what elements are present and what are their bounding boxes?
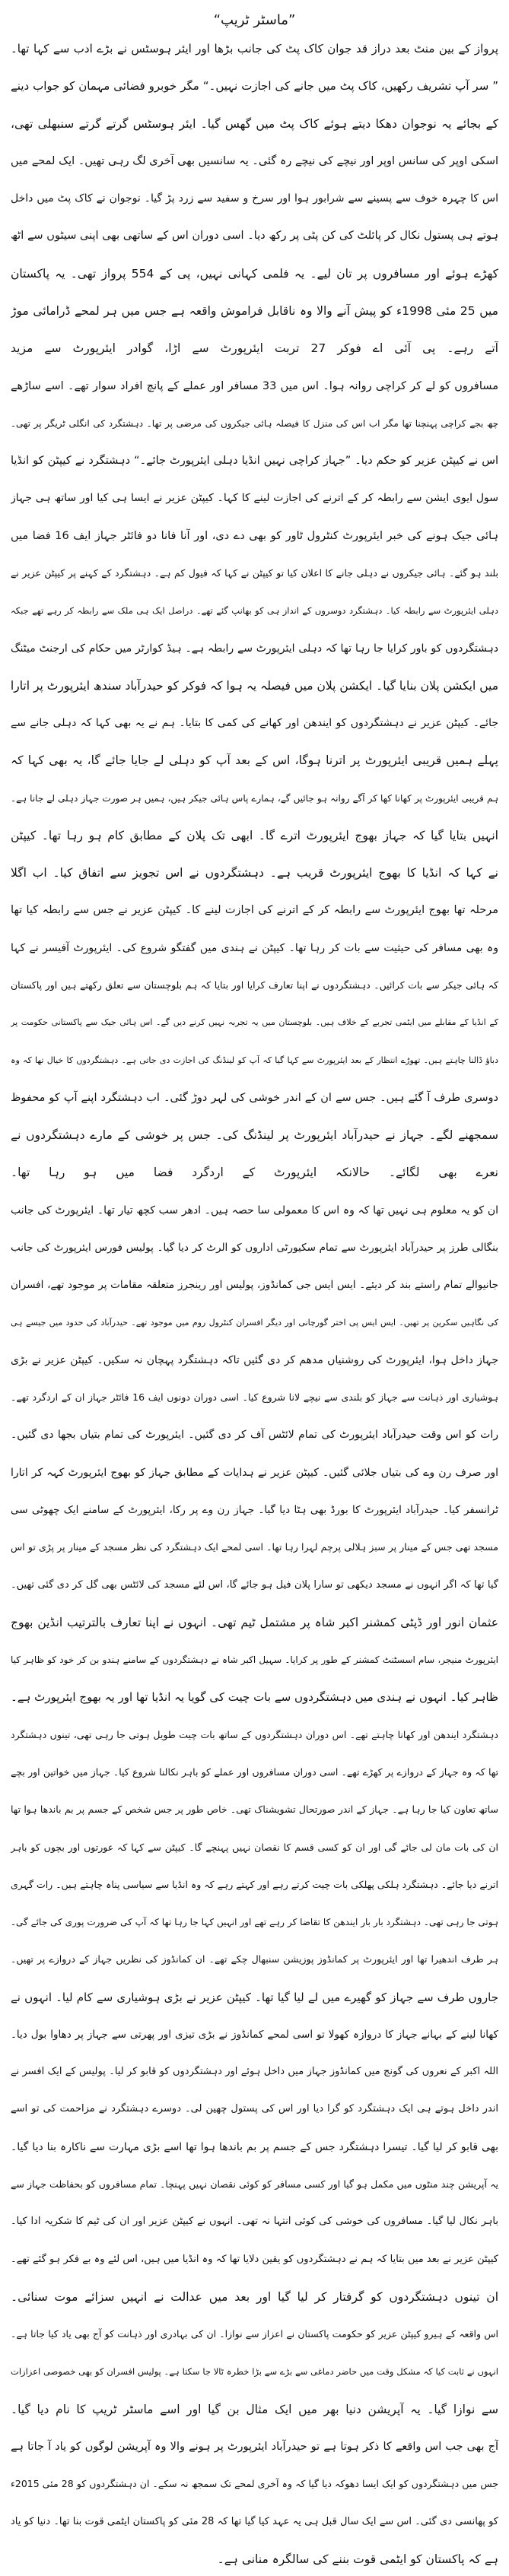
article-line: دباؤ ڈالنا چاہتے ہیں۔ تھوڑے انتظار کے بعد ایئرپورٹ سے کہا گیا کہ آپ کو لینڈنگ کی اجازت دی جاتی ہے۔ دہشتگردوں کا خیال تھا کہ وہ (11, 1055, 498, 1065)
article-line: ان کو یہ معلوم ہی نہیں تھا کہ وہ اس کا معمولی سا حصہ ہیں۔ ادھر سب کچھ تیار تھا۔ ایئرپورٹ کی جانب (11, 1204, 498, 1217)
article-line: اللہ اکبر کے نعروں کی گونج میں کمانڈوز جہاز میں داخل ہوئے اور دہشتگردوں کو قابو کر لیا۔ پولیس کے ایک افسر نے (11, 2066, 498, 2078)
article-line: ان کی بات مان لی جائے گی اور ان کو کسی قسم کا نقصان نہیں پہنچے گا۔ کیپٹن سے کہا کہ عورتوں اور بچوں کو باہر (11, 1841, 498, 1853)
article-line: اسکی اوپر کی سانس اوپر اور نیچے کی نیچے رہ گئی۔ یہ سانسیں بھی آخری لگ رہی تھیں۔ ایک لمحے میں (11, 154, 498, 167)
article-line: کی نگاہیں سکرین پر تھیں۔ ایس ایس پی اختر گورچانی اور دیگر افسران کنٹرول روم میں موجود تھے۔ حیدرآباد کی حدود میں جیسے ہی (11, 1317, 498, 1328)
article-line: جاروں طرف سے جہاز کو گھیرے میں لے لیا گیا تھا۔ کیپٹن عزیر نے بڑی ہوشیاری سے کام لیا۔ انہوں نے (11, 1990, 498, 2004)
article-line: اس واقعہ کے ہیرو کیپٹن عزیر کو حکومت پاکستان نے اعزاز سے نوازا۔ ان کی بہادری اور ذہانت کو آج بھی یاد کیا جاتا ہے۔ (11, 2328, 498, 2340)
article-line: ٹرانسفر کیا۔ حیدرآباد ایئرپورٹ کا بورڈ بھی ہٹا دیا گیا۔ جہاز رن وے پر رکا، ایئرپورٹ کے سامنے ایک چھوٹی سی (11, 1503, 498, 1516)
article-line: رات کو اس وقت حیدرآباد ایئرپورٹ کی تمام لائٹس آف کر دی گئیں۔ ایئرپورٹ کی تمام بتیاں بجھا دی گئیں۔ (11, 1429, 498, 1442)
article-line: آتے رہے۔ پی آئی اے فوکر 27 تربت ایئرپورٹ سے اڑا، گوادر ایئرپورٹ سے مزید (11, 341, 498, 356)
article-line: اس نے کیپٹن عزیر کو حکم دیا۔ ”جہاز کراچی نہیں انڈیا دہلی ایئرپورٹ جائے۔“ دہشتگرد نے کیپٹن کو انڈیا (11, 455, 498, 468)
article-line: جہاز داخل ہوا، ایئرپورٹ کی روشنیاں مدھم کر دی گئیں تاکہ دہشتگرد پہچان نہ سکیں۔ کیپٹن عزیر نے بڑی (11, 1353, 498, 1366)
article-line: سول ایوی ایشن سے رابطہ کر کے اترنے کی اجازت لینے کا کہا۔ کیپٹن عزیر نے ایسا ہی کیا اور ساتھ ہی جہاز (11, 492, 498, 505)
article-line: چھ بجے کراچی پہنچنا تھا مگر اب اس کی منزل کا فیصلہ ہائی جیکروں کی مرضی پر تھا۔ دہشتگرد کی انگلی ٹریگر پر تھی۔ (11, 417, 498, 429)
article-line: اترنے دیا جائے۔ دہشتگرد ہلکی پھلکی بات چیت کرتے رہے اور کہتے رہے کہ وہ انڈیا سے سیاسی پناہ چاہتے ہیں۔ رات گہری (11, 1878, 498, 1890)
article-body (11, 40, 498, 2568)
article-line: مرحلہ تھا بھوج ایئرپورٹ سے رابطہ کر کے اترنے کی اجازت لینے کا۔ کیپٹن عزیر نے جس سے رابطہ کیا تھا (11, 904, 498, 917)
article-line: کے بجائے یہ نوجوان دھکا دیتے ہوئے کاک پٹ میں گھس گیا۔ ایئر ہوسٹس گرتے گرتے سنبھلی تھی، (11, 116, 498, 131)
article-line: ان تینوں دہشتگردوں کو گرفتار کر لیا گیا اور بعد میں عدالت نے انہیں سزائے موت سنائی۔ (11, 2289, 498, 2304)
article-line: پرواز کے بین منٹ بعد دراز قد جوان کاک پٹ کی جانب بڑھا اور ایئر ہوسٹس نے بڑے ادب سے کہا تھا۔ (11, 42, 498, 56)
article-line: انہیں بتایا گیا کہ جہاز بھوج ایئرپورٹ اترے گا۔ ابھی تک پلان کے مطابق کام ہو رہا تھا۔ کیپٹن (11, 828, 498, 842)
article-line: نے کہا کہ انڈیا کا بھوج ایئرپورٹ قریب ہے۔ دہشتگردوں نے اس تجویز سے اتفاق کیا۔ اب اگلا (11, 866, 498, 880)
article-line: آج بھی جب اس واقعے کا ذکر ہوتا ہے تو حیدرآباد ایئرپورٹ پر ہونے والا وہ آپریشن لوگوں کو یاد آ جاتا ہے (11, 2441, 498, 2453)
article-line: ہم قریبی ایئرپورٹ پر کھانا کھا کر آگے روانہ ہو جائیں گے، ہمارے پاس ہائی جیکر ہیں، ہمیں ہر صورت جہاز دہلی لے جانا ہے۔ (11, 792, 498, 804)
article-line: دہشتگرد ایندھن اور کھانا چاہتے تھے۔ اس دوران دہشتگردوں کے ساتھ بات چیت طویل ہوتی جا رہی تھی، تینوں دہشتگرد (11, 1728, 498, 1740)
article-line: یہ آپریشن چند منٹوں میں مکمل ہو گیا اور کسی مسافر کو کوئی نقصان نہیں پہنچا۔ تمام مسافروں کو بحفاظت جہاز سے (11, 2178, 498, 2191)
article-line: ” سر آپ تشریف رکھیں، کاک پٹ میں جانے کی اجازت نہیں۔“ مگر خوبرو فضائی مہمان کو جواب دینے (11, 79, 498, 94)
article-line: ہوشیاری اور ذہانت سے جہاز کو بلندی سے نیچے لانا شروع کیا۔ اسی دوران دونوں ایف 16 فائٹر جہاز ان کے اردگرد تھے۔ (11, 1391, 498, 1404)
article-line: میں ایکشن پلان بنایا گیا۔ ایکشن پلان میں فیصلہ یہ ہوا کہ فوکر کو حیدرآباد سندھ ایئرپورٹ پر اتارا (11, 678, 498, 693)
article-line: سے نوازا گیا۔ یہ آپریشن دنیا بھر میں ایک مثال بن گیا اور اسے ماسٹر ٹریپ کا نام دیا گیا۔ (11, 2402, 498, 2416)
article-line: دہلی ایئرپورٹ سے رابطہ کیا۔ دہشتگرد دوسروں کے انداز ہی کو بھانپ گئے تھے۔ دراصل ایک ہی ملک سے رابطہ کر رہے تھے جبکہ (11, 605, 498, 617)
article-line: بھی قابو کر لیا گیا۔ تیسرا دہشتگرد جس کے جسم پر بم باندھا ہوا تھا اسے بڑی مہارت سے ناکارہ بنا دیا گیا۔ (11, 2140, 498, 2153)
article-line: جائے۔ کیپٹن عزیر نے دہشتگردوں کو ایندھن اور کھانے کی کمی کا بتایا۔ ہم نے یہ بھی کہا کہ دہلی جانے سے (11, 717, 498, 730)
article-line: ہوتی جا رہی تھی۔ دہشتگرد بار بار ایندھن کا تقاضا کر رہے تھے اور انہیں کہا جا رہا تھا کہ آپ کی ضرورت پوری کی جائے گی۔ (11, 1917, 498, 1928)
article-line: ہوتے ہی پستول نکال کر پائلٹ کی کن پٹی پر رکھ دیا۔ اسی دوران اس کے ساتھی بھی اپنی سیٹوں سے اٹھ (11, 230, 498, 243)
article-line: اندر داخل ہوتے ہی ایک دہشتگرد کو گرا دیا اور اس کی پستول چھین لی۔ دوسرے دہشتگرد نے مزاحمت کی تو اسے (11, 2103, 498, 2115)
article-line: کھڑے ہوئے اور مسافروں پر تان لیے۔ یہ فلمی کہانی نہیں، پی کے 554 پرواز تھی۔ یہ پاکستان (11, 266, 498, 281)
article-line: اور صرف رن وے کی بتیاں جلائی گئیں۔ کیپٹن عزیر نے ہدایات کے مطابق جہاز کو بھوج ایئرپورٹ کہہ کر اتارا (11, 1466, 498, 1479)
article-line: پہلے ہمیں قریبی ایئرپورٹ پر اترنا ہوگا، اس کے بعد آپ کو دہلی لے جایا جائے گا، یہ بھی کہا کہ (11, 753, 498, 768)
article-line: دہشتگردوں کو باور کرایا جا رہا تھا کہ دہلی ایئرپورٹ سے رابطہ ہے۔ ہیڈ کوارٹر میں حکام کی ارجنٹ میٹنگ (11, 642, 498, 655)
article-line: کہ ہائی جیکر سے بات کرائیں۔ دہشتگردوں نے اپنا تعارف کرایا اور بتایا کہ ہم بلوچستان سے تعلق رکھتے ہیں اور پاکستان (11, 979, 498, 991)
article-line: ہے کہ پاکستان کو ایٹمی قوت بننے کی سالگرہ منانی ہے۔ (217, 2552, 498, 2566)
article-line: کیپٹن عزیر نے بعد میں بتایا کہ ہم نے دہشتگردوں کو یقین دلایا تھا کہ وہ انڈیا میں ہیں، اس لئے وہ بے فکر ہو گئے تھے۔ (11, 2253, 498, 2265)
article-line: تھا کہ وہ جہاز کے دروازے پر کھڑے تھے۔ اسی دوران مسافروں اور عملے کو باہر نکالنا شروع کیا۔ جہاز میں خواتین اور بچے (11, 1765, 498, 1778)
article-line: انہوں نے ثابت کیا کہ مشکل وقت میں حاضر دماغی سے بڑے سے بڑا خطرہ ٹالا جا سکتا ہے۔ پولیس افسران کو بھی خصوصی اعزازات (11, 2366, 498, 2378)
article-line: ہر طرف اندھیرا تھا اور ایئرپورٹ پر کمانڈوز پوزیشن سنبھال چکے تھے۔ ان کمانڈوز کی نظریں جہاز کے دروازے پر تھیں۔ (11, 1953, 498, 1965)
article-line: مسجد تھی جس کے مینار پر سبز ہلالی پرچم لہرا رہا تھا۔ اسی لمحے ایک دہشتگرد کی نظر مسجد کے مینار پر پڑی تو اس (11, 1541, 498, 1553)
article-title: ”ماسٹر ٹریپ“ (213, 12, 296, 28)
article-line: کے انڈیا کے مقابلے میں ایٹمی تجربے کے خلاف ہیں۔ بلوچستان میں یہ تجربہ نہیں کرنے دیں گے۔ اس ہائی جیک سے پاکستانی حکومت پر (11, 1017, 498, 1028)
article-line: میں 25 مئی 1998ء کو پیش آنے والا وہ ناقابل فراموش واقعہ ہے جس میں ہر لمحے ڈرامائی موڑ (11, 303, 498, 318)
article-line: وہ بھی مسافر کی حیثیت سے بات کر رہا تھا۔ کیپٹن نے ہندی میں گفتگو شروع کی۔ ایئرپورٹ آفیسر نے کہا (11, 941, 498, 954)
article-line: نعرے بھی لگائے۔ حالانکہ ایئرپورٹ کے اردگرد فضا میں ہو رہا تھا۔ (11, 1166, 498, 1180)
article-line: ایئرپورٹ منیجر، سام اسسٹنٹ کمشنر کے طور پر کرایا۔ سہیل اکبر شاہ نے دہشتگردوں کے سامنے ہندو بن کر خود کو ظاہر کیا (11, 1654, 498, 1666)
article-line: دوسری طرف آ گئے ہیں۔ جس سے ان کے اندر خوشی کی لہر دوڑ گئی۔ اب دہشتگرد اپنے آپ کو محفوظ (11, 1091, 498, 1104)
article-line: بلند ہو گئے۔ ہائی جیکروں نے دہلی جانے کا اعلان کیا تو کیپٹن نے کہا کہ فیول کم ہے۔ دہشتگرد کے کہنے پر کیپٹن عزیر نے (11, 566, 498, 579)
article-line: کھانا لینے کے بہانے جہاز کا دروازہ کھولا تو اسی لمحے کمانڈوز نے بڑی تیزی اور پھرتی سے جہاز پر دھاوا بول دیا۔ (11, 2028, 498, 2041)
article-line: مسافروں کو لے کر کراچی روانہ ہوا۔ اس میں 33 مسافر اور عملے کے پانچ افراد سوار تھے۔ اسے ساڑھے (11, 379, 498, 392)
article-line: بنگالی طرز پر حیدرآباد ایئرپورٹ سے تمام سکیورٹی اداروں کو الرٹ کر دیا گیا۔ پولیس فورس ایئرپورٹ کی جانب (11, 1242, 498, 1254)
article-line: اس کا چہرہ خوف سے پسینے سے شرابور ہوا اور سرخ و سفید سے زرد پڑ گیا۔ نوجوان نے کاک پٹ میں داخل (11, 192, 498, 205)
article-line: جس میں دہشتگردوں کو ایک ایسا دھوکہ دیا گیا کہ وہ آخری لمحے تک سمجھ نہ سکے۔ ان دہشتگردوں کو 28 مئی 2015ء (11, 2478, 498, 2490)
article-line: جانیوالے تمام راستے بند کر دیئے۔ ایس ایس جی کمانڈوز، پولیس اور رینجرز متعلقہ مقامات پر موجود تھے، افسران (11, 1279, 498, 1292)
article-line: سمجھنے لگے۔ جہاز نے حیدرآباد ایئرپورٹ پر لینڈنگ کی۔ جس پر خوشی کے مارے دہشتگردوں نے (11, 1128, 498, 1143)
article-line: عثمان انور اور ڈپٹی کمشنر اکبر شاہ پر مشتمل ٹیم تھی۔ انہوں نے اپنا تعارف بالترتیب انڈین بھوج (11, 1615, 498, 1629)
article-line: ہائی جیک ہونے کی خبر ایئرپورٹ کنٹرول ٹاور کو بھی دے دی، اور آنا فانا دو فائٹر جہاز ایف 16 فضا میں (11, 529, 498, 542)
article-line: گیا تھا کہ اگر انہوں نے مسجد دیکھی تو سارا پلان فیل ہو جائے گا، اس لئے مسجد کی لائٹس بھی گل کر دی گئی تھیں۔ (11, 1578, 498, 1591)
article-line: باہر نکال لیا گیا۔ مسافروں کی خوشی کی کوئی انتہا نہ تھی۔ انہوں نے کیپٹن عزیر اور ان کی ٹیم کا شکریہ ادا کیا۔ (11, 2216, 498, 2228)
article-line: ساتھ تعاون کیا جا رہا ہے۔ جہاز کے اندر صورتحال تشویشناک تھی۔ خاص طور پر جس شخص کے جسم پر بم باندھا ہوا تھا (11, 1804, 498, 1816)
article-line: کو پھانسی دی گئی۔ اس سے ایک سال قبل ہی یہ عہد کیا گیا تھا کہ 28 مئی کو پاکستان ایٹمی قوت بنا تھا۔ دنیا کو یاد (11, 2515, 498, 2527)
article-line: ظاہر کیا۔ انہوں نے ہندی میں دہشتگردوں سے بات چیت کی گویا یہ انڈیا تھا اور یہ بھوج ایئرپورٹ ہے۔ (11, 1690, 498, 1705)
